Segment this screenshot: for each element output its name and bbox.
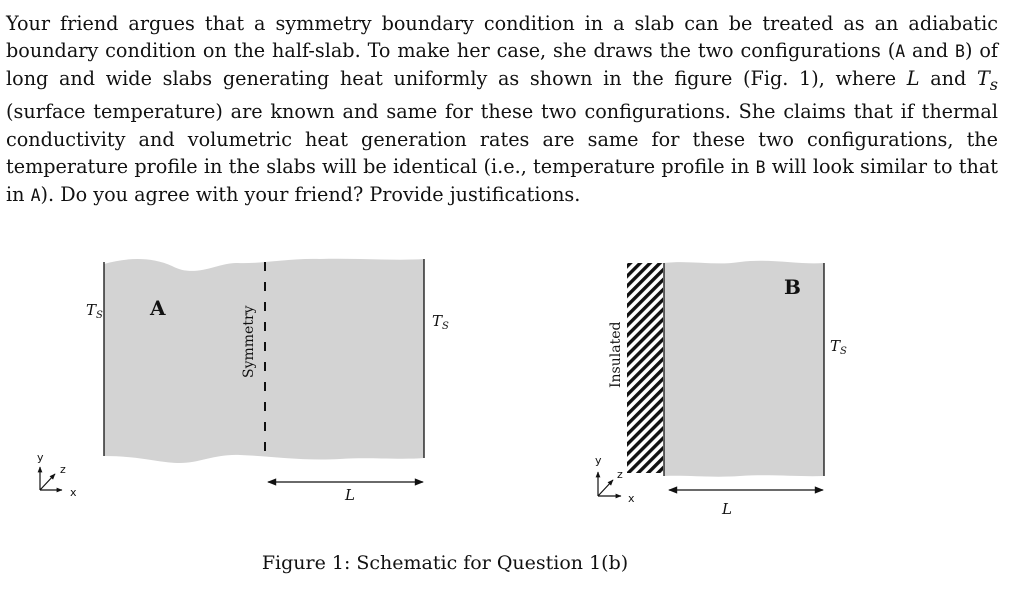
insulated-label: Insulated — [608, 321, 624, 388]
surface-temp-subscript: s — [989, 75, 998, 95]
question-text-part: ). Do you agree with your friend? Provide justifications. — [40, 183, 581, 207]
question-text-part: (surface temperature) are known and same for these two configurations. She claims that if thermal conductivity and volumetric heat generation rates are same for these two configurations, the temperature profile in the slabs will be identical (i.e., temperature profile in — [6, 100, 998, 178]
question-text-part: ) of long and wide slabs generating heat uniformly as shown in the figure (Fig. 1), where — [6, 39, 998, 91]
length-variable: L — [906, 67, 920, 91]
surface-temp-variable: T — [976, 67, 990, 91]
config-a-ref: A — [30, 186, 41, 206]
config-b-ref: B — [955, 42, 965, 62]
svg-text:y: y — [37, 451, 44, 464]
config-b-ref: B — [755, 157, 766, 177]
slab-b-length-label: L — [722, 500, 732, 518]
question-text-part: and — [919, 67, 977, 91]
axes-triad-a — [37, 451, 77, 499]
svg-text:z: z — [617, 468, 623, 481]
svg-text:y: y — [595, 454, 602, 467]
svg-text:z: z — [60, 463, 66, 476]
slab-a-length-label: L — [345, 486, 355, 504]
figure-caption: Figure 1: Schematic for Question 1(b) — [261, 552, 629, 574]
question-text-part: will look similar to that in — [6, 154, 998, 207]
slab-b-ts-right: $T_S$ — [830, 337, 847, 357]
config-a-ref: A — [895, 42, 906, 62]
symmetry-label: Symmetry — [241, 305, 257, 378]
slab-a-ts-left: $T_S$ — [86, 301, 103, 321]
slab-b-label: B — [784, 275, 801, 299]
question-text-part: and — [905, 39, 956, 63]
slab-a-ts-right: $T_S$ — [432, 312, 449, 332]
svg-text:x: x — [628, 492, 635, 505]
slab-a-label: A — [150, 296, 166, 320]
insulated-wall — [627, 263, 663, 473]
question-text-part: Your friend argues that a symmetry boundary condition in a slab can be treated as an adiabatic boundary condition on the half-slab. To make her case, she draws the two configurations ( — [6, 12, 998, 63]
svg-text:x: x — [70, 486, 77, 499]
